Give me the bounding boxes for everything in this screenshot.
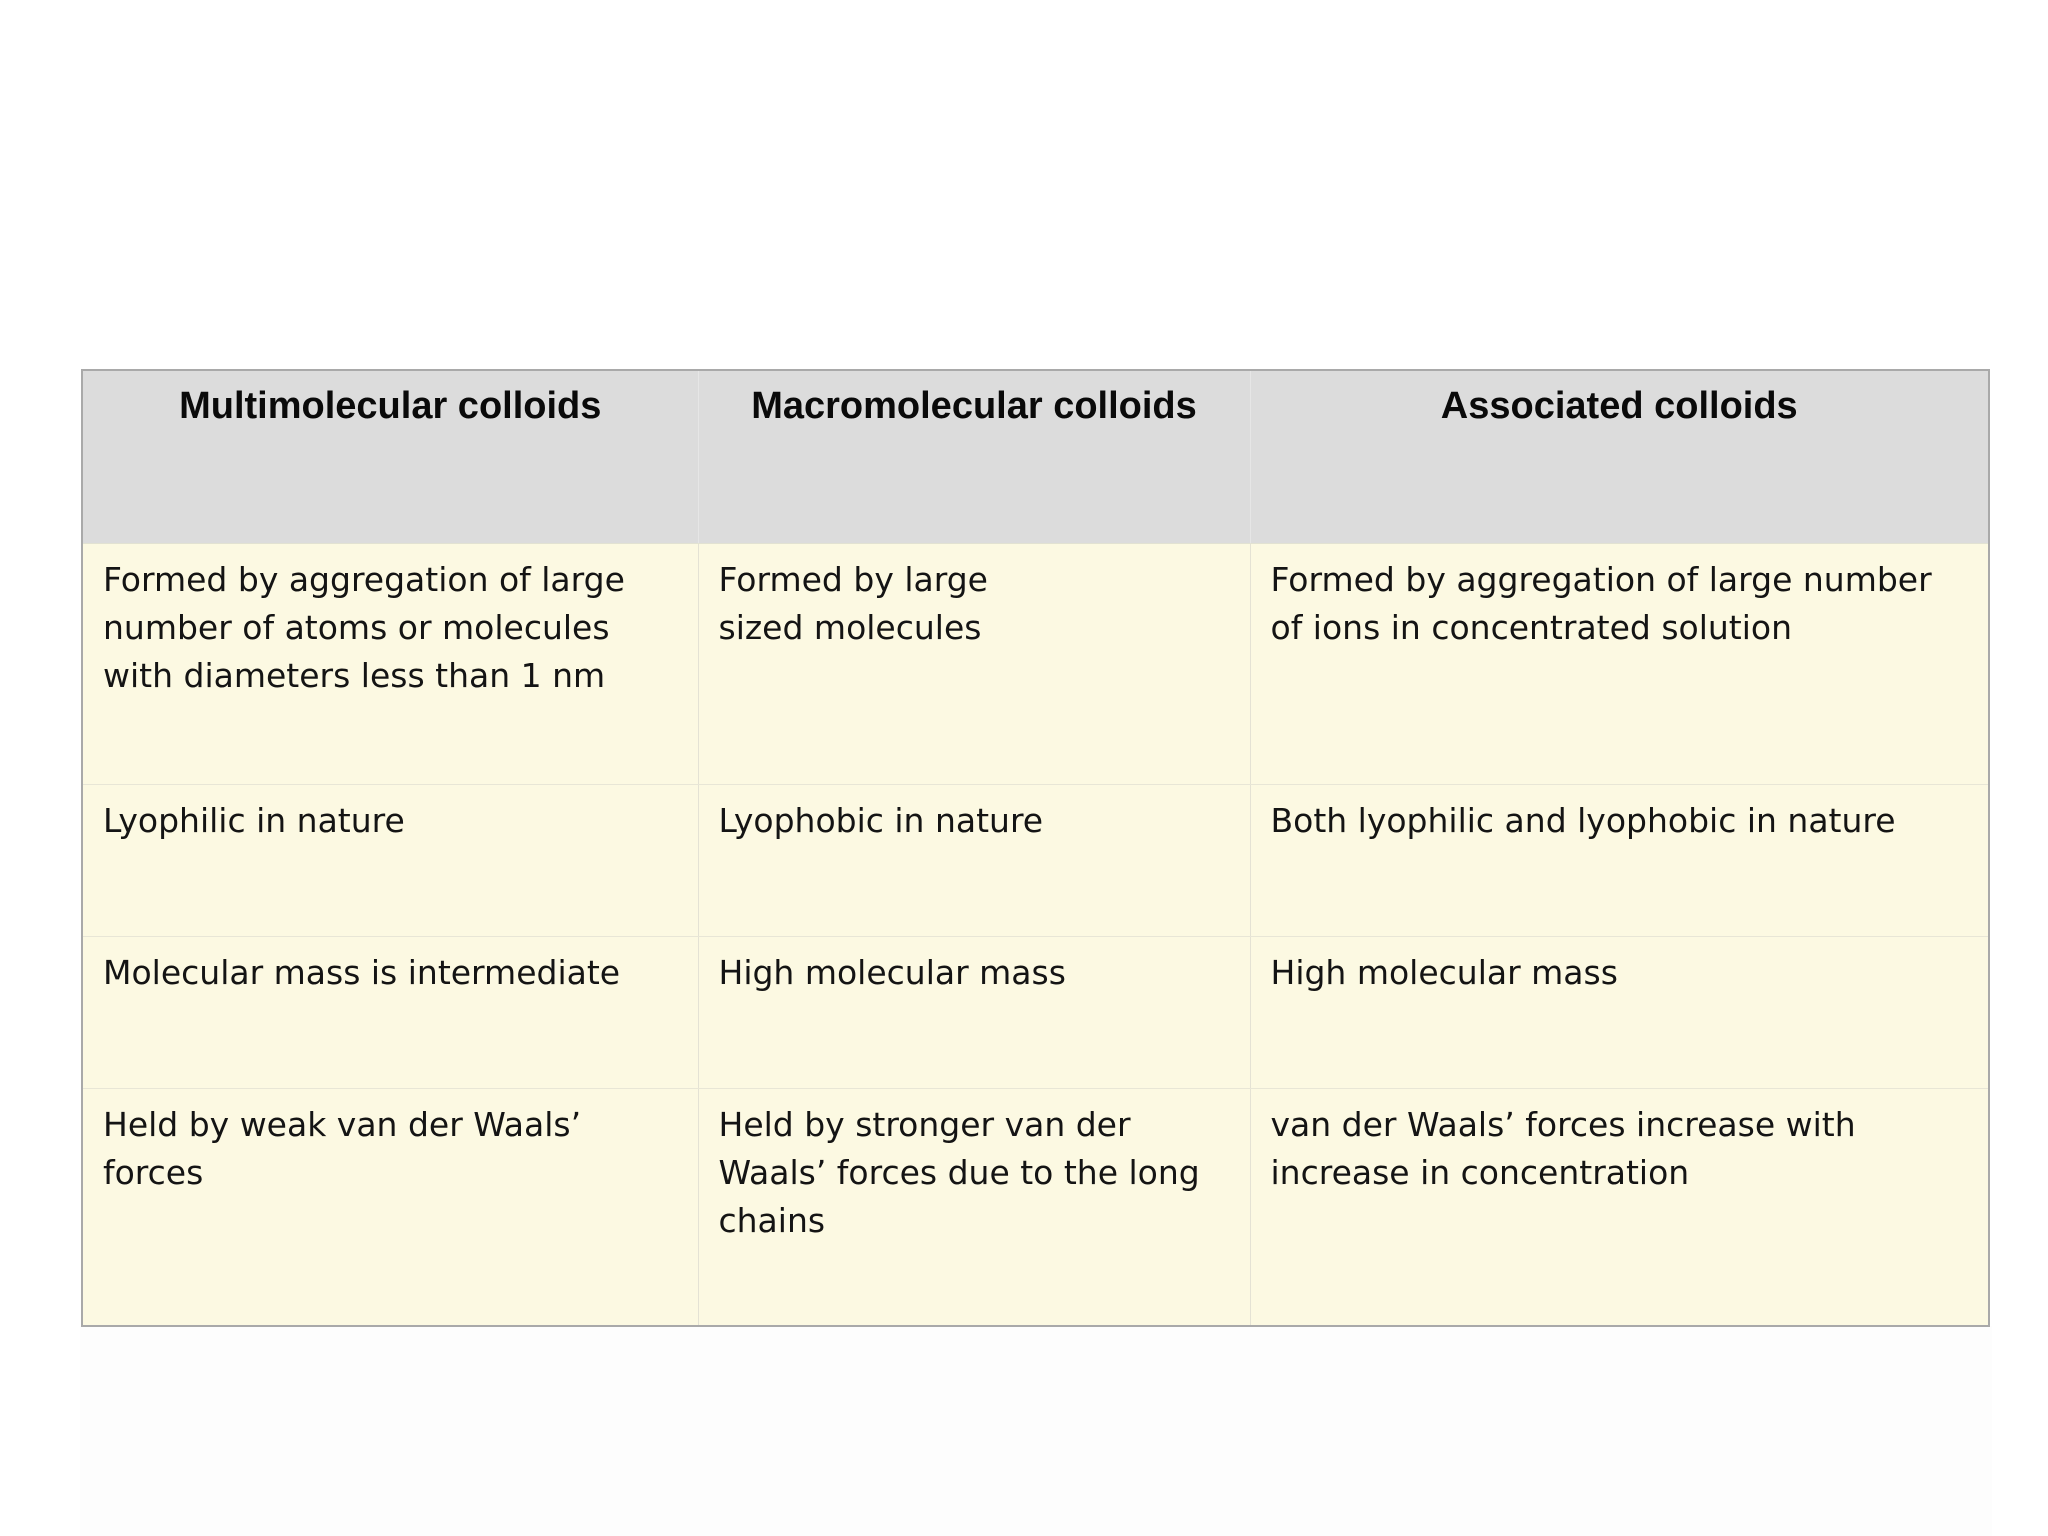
colloids-table bbox=[83, 371, 1988, 1325]
table-row bbox=[83, 784, 1988, 936]
table-cell: van der Waals’ forces increase with increase in concentration bbox=[1250, 1089, 1988, 1325]
table-cell: Lyophobic in nature bbox=[698, 784, 1250, 936]
comparison-table bbox=[81, 369, 1990, 1327]
table-cell: Both lyophilic and lyophobic in nature bbox=[1250, 784, 1988, 936]
header-macromolecular: Macromolecular colloids bbox=[698, 371, 1250, 544]
header-associated: Associated colloids bbox=[1250, 371, 1988, 544]
table-cell bbox=[698, 544, 1250, 785]
table-cell: Held by weak van der Waals’ forces bbox=[83, 1089, 698, 1325]
table-cell: Formed by aggregation of large number of ions in concentrated solution bbox=[1250, 544, 1988, 785]
table-cell: High molecular mass bbox=[1250, 937, 1988, 1089]
table-cell: Held by stronger van der Waals’ forces due to the long chains bbox=[698, 1089, 1250, 1325]
header-row bbox=[83, 371, 1988, 544]
table-cell: Molecular mass is intermediate bbox=[83, 937, 698, 1089]
table-cell: High molecular mass bbox=[698, 937, 1250, 1089]
background-band bbox=[80, 1326, 1992, 1536]
table-cell: Lyophilic in nature bbox=[83, 784, 698, 936]
table-row bbox=[83, 544, 1988, 785]
header-multimolecular: Multimolecular colloids bbox=[83, 371, 698, 544]
table-cell: Formed by aggregation of large number of atoms or molecules with diameters less than 1 nm bbox=[83, 544, 698, 785]
cell-text: Formed by large sized molecules bbox=[718, 560, 988, 647]
table-row bbox=[83, 1089, 1988, 1325]
table-row bbox=[83, 937, 1988, 1089]
